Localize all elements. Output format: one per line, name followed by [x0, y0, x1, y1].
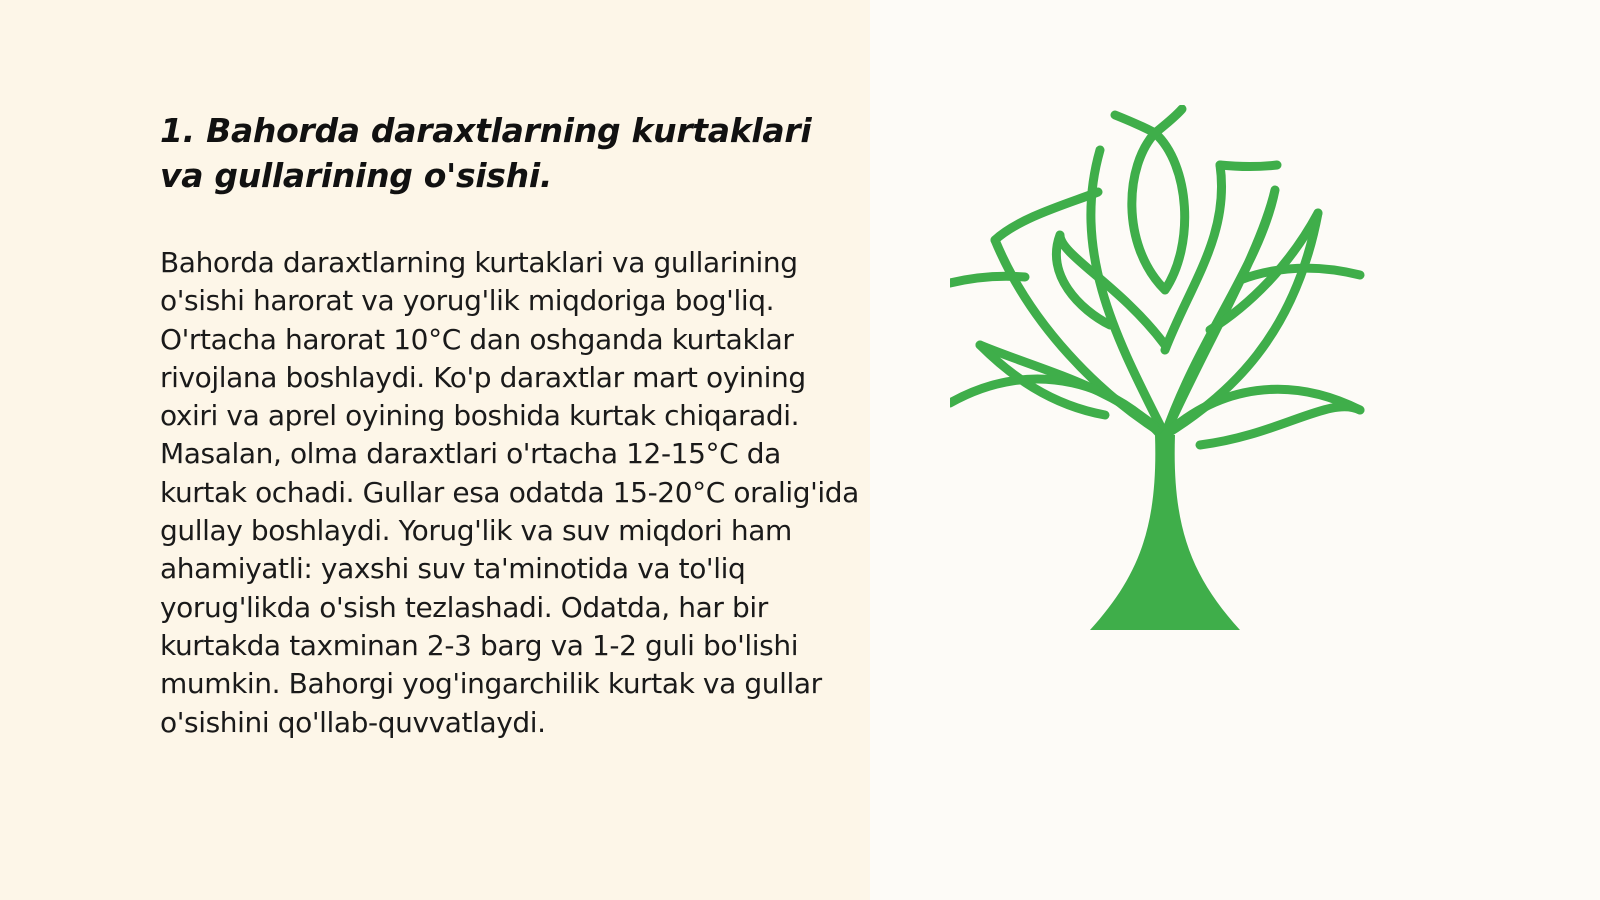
tree-branch — [1220, 165, 1277, 167]
tree-trunk — [1090, 435, 1240, 630]
tree-icon — [950, 105, 1390, 645]
tree-branch — [995, 192, 1098, 240]
tree-branch — [950, 379, 1165, 440]
slide-title: 1. Bahorda daraxtlarning kurtaklari va gullarining o'sishi. — [160, 111, 812, 195]
slide-body-text: Bahorda daraxtlarning kurtaklari va gullarining o'sishi harorat va yorug'lik miqdoriga bog'liq. O'rtacha harorat 10°C dan oshganda kurtaklar rivojlana boshlaydi. Ko'p daraxtlar mart oyining oxiri va aprel oyining boshida kurtak chiqaradi. Masalan, olma daraxtlari o'rtacha 12-15°C da kurtak ochadi. Gullar esa odatda 15-20°C oralig'ida gullay boshlaydi. Yorug'lik va suv miqdori ham ahamiyatli: yaxshi suv ta'minotida va to'liq yorug'likda o'sish tezlashadi. Odatda, har bir kurtakda taxminan 2-3 barg va 1-2 guli bo'lishi mumkin. Bahorgi yog'ingarchilik kurtak va gullar o'sishini qo'llab-quvvatlaydi. — [160, 246, 859, 739]
tree-branch — [1115, 109, 1182, 133]
tree-branch — [1132, 133, 1185, 290]
tree-branch — [1200, 407, 1360, 445]
